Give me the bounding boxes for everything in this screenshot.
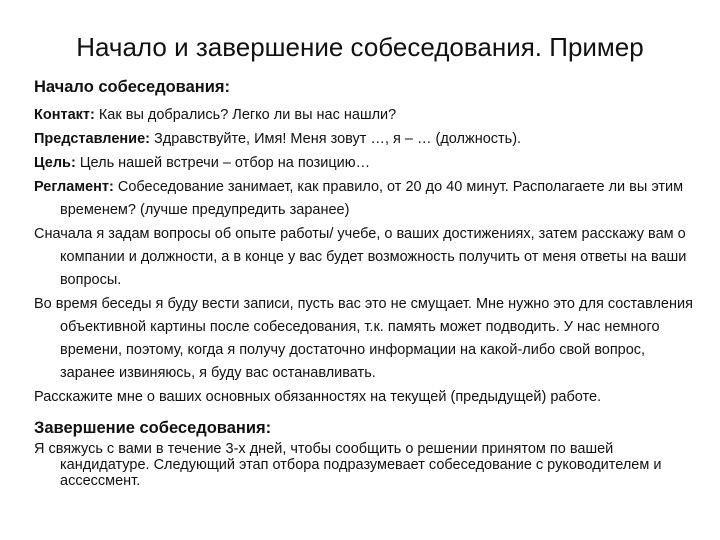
- introduction-item: [34, 128, 702, 151]
- schedule-text: Собеседование занимает, как правило, от 20 до 40 минут. Располагаете ли вы этим временем? (лучше предупредить заранее): [60, 179, 684, 218]
- goal-text: Цель нашей встречи – отбор на позицию…: [75, 155, 371, 171]
- notes-paragraph: Во время беседы я буду вести записи, пусть вас это не смущает. Мне нужно это для составления объективной картины после собеседования, т.к. память может подводить. У нас немного времени, поэтому, когда я получу достаточно информации на какой-либо свой вопрос, заранее извиняюсь, я буду вас останавливать.: [34, 296, 693, 381]
- start-heading: Начало собеседования:: [34, 78, 231, 96]
- goal-label: Цель:: [34, 155, 76, 171]
- end-heading: Завершение собеседования:: [34, 419, 272, 437]
- schedule-item: [34, 176, 702, 222]
- slide-body: [34, 76, 702, 490]
- goal-item: [34, 152, 702, 175]
- contact-text: Как вы добрались? Легко ли вы нас нашли?: [94, 107, 397, 123]
- contact-label: Контакт:: [34, 107, 95, 123]
- introduction-label: Представление:: [34, 131, 150, 147]
- schedule-label: Регламент:: [34, 179, 114, 195]
- slide-title: Начало и завершение собеседования. Пример: [76, 32, 644, 62]
- end-paragraph: Я свяжусь с вами в течение 3-х дней, чтобы сообщить о решении принятом по вашей кандидатуре. Следующий этап отбора подразумевает собеседование с руководителем и ассессмент.: [34, 441, 662, 489]
- plan-paragraph: Сначала я задам вопросы об опыте работы/ учебе, о ваших достижениях, затем расскажу вам о компании и должности, а в конце у вас будет возможность получить от меня ответы на ваши вопросы.: [34, 226, 687, 288]
- contact-item: [34, 104, 702, 127]
- introduction-text: Здравствуйте, Имя! Меня зовут …, я – … (должность).: [149, 131, 522, 147]
- duties-paragraph: Расскажите мне о ваших основных обязанностях на текущей (предыдущей) работе.: [34, 389, 602, 405]
